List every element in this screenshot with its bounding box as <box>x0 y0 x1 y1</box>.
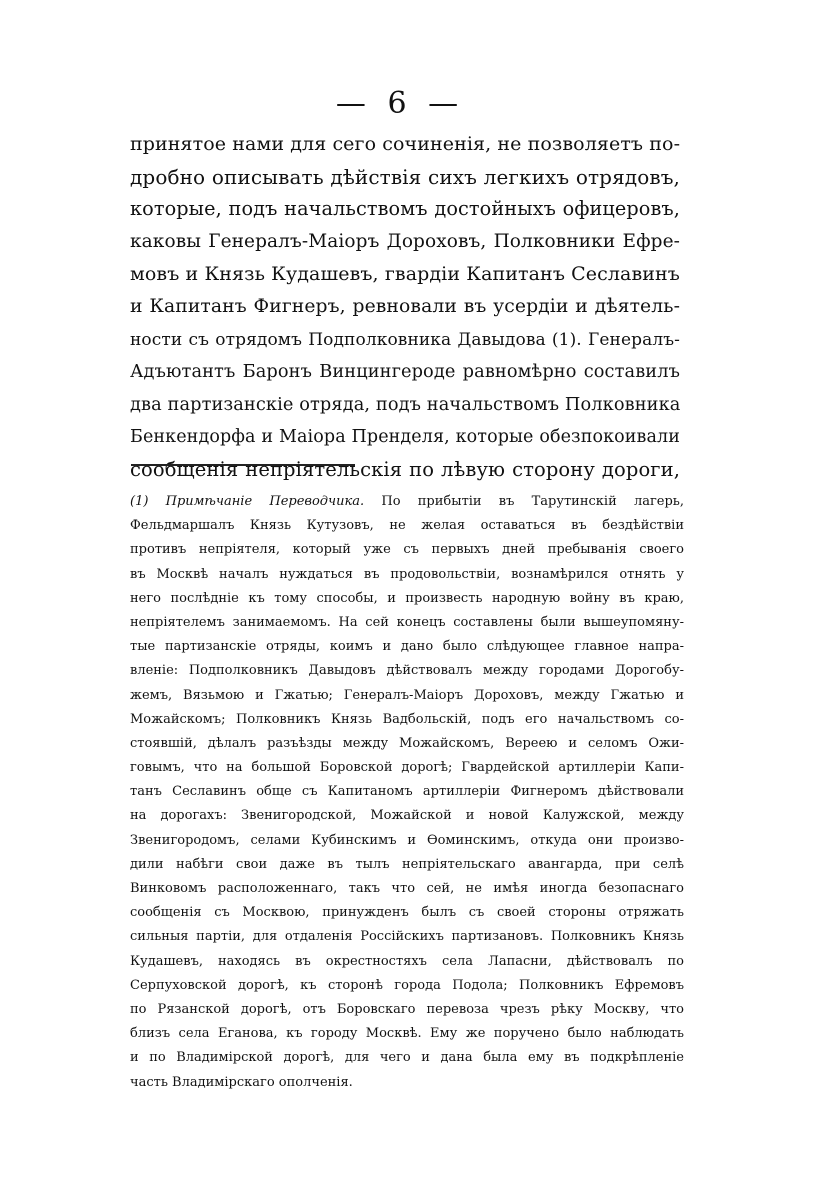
main-text-line: принятое нами для сего сочиненія, не позволяетъ по- <box>130 133 681 155</box>
footnote-line: танъ Сеславинъ обще съ Капитаномъ артиллеріи Фигнеромъ дѣйствовали <box>130 784 684 800</box>
main-text-line: мовъ и Князь Кудашевъ, гвардіи Капитанъ Сеславинъ <box>130 263 680 286</box>
footnote-line: Винковомъ расположеннаго, такъ что сей, не имѣя иногда безопаснаго <box>130 881 684 896</box>
footnote-first-line-text: По прибытіи въ Тарутинскій лагерь, <box>381 494 684 509</box>
footnote-line: тые партизанскіе отряды, коимъ и дано было слѣдующее главное напра- <box>130 639 684 655</box>
main-text-line: Бенкендорфа и Маіора Пренделя, которые обезпокоивали <box>130 427 680 448</box>
footnote-line: Серпуховской дорогѣ, къ сторонѣ города Подола; Полковникъ Ефремовъ <box>130 977 684 993</box>
footnote-line: Фельдмаршалъ Князь Кутузовъ, не желая оставаться въ бездѣйствіи <box>130 518 684 534</box>
footnote-line: Кудашевъ, находясь въ окрестностяхъ села Лапасни, дѣйствовалъ по <box>130 953 684 969</box>
footnote-line: жемъ, Вязьмою и Гжатью; Генералъ-Маіоръ Дороховъ, между Гжатью и <box>130 687 684 703</box>
footnote-line: на дорогахъ: Звенигородской, Можайской и новой Калужской, между <box>130 808 684 824</box>
footnote-line <box>130 490 684 514</box>
main-text-line: сообщенія непріятельскія по лѣвую сторону дороги, <box>130 457 680 481</box>
footnote-line: непріятелемъ занимаемомъ. На сей конецъ составлены были вышеупомяну- <box>130 614 684 630</box>
footnote-line: вленіе: Подполковникъ Давыдовъ дѣйствовалъ между городами Дорогобу- <box>130 663 684 679</box>
main-text-line: два партизанскіе отряда, подъ начальствомъ Полковника <box>130 394 681 415</box>
footnote-line: говымъ, что на большой Боровской дорогѣ; Гвардейской артиллеріи Капи- <box>130 760 684 776</box>
main-text-line: которые, подъ начальствомъ достойныхъ офицеровъ, <box>130 197 680 221</box>
footnote-line: въ Москвѣ началъ нуждаться въ продовольствіи, вознамѣрился отнять у <box>130 566 684 582</box>
footnote-label: (1) Примѣчаніе Переводчика. <box>130 494 365 509</box>
footnote-divider <box>131 464 355 466</box>
footnote-line: и по Владимірской дорогѣ, для чего и дана была ему въ подкрѣпленіе <box>130 1050 684 1066</box>
main-text-line: каковы Генералъ-Маіоръ Дороховъ, Полковники Ефре- <box>130 230 680 252</box>
main-text-line: Адъютантъ Баронъ Винцингероде равномѣрно составилъ <box>130 362 680 383</box>
main-text <box>130 128 680 487</box>
footnote-line: Звенигородомъ, селами Кубинскимъ и Ѳоминскимъ, откуда они произво- <box>130 832 684 848</box>
page-number: — 6 — <box>335 86 465 121</box>
footnote-line: сообщенія съ Москвою, принужденъ былъ съ своей стороны отряжать <box>130 905 684 921</box>
footnote-line: стоявшій, дѣлалъ разъѣзды между Можайскомъ, Вереею и селомъ Ожи- <box>130 735 684 751</box>
footnote-line: сильныя партіи, для отдаленія Россійскихъ партизановъ. Полковникъ Князь <box>130 929 684 945</box>
main-text-line: дробно описывать дѣйствія сихъ легкихъ отрядовъ, <box>130 164 680 189</box>
main-text-line: ности съ отрядомъ Подполковника Давыдова (1). Генералъ- <box>130 329 680 350</box>
footnote-line: дили набѣги свои даже въ тылъ непріятельскаго авангарда, при селѣ <box>130 856 684 872</box>
footnote-line: Можайскомъ; Полковникъ Князь Вадбольскій, подъ его начальствомъ со- <box>130 711 684 727</box>
footnote-line: противъ непріятеля, который уже съ первыхъ дней пребыванія своего <box>130 542 684 558</box>
footnote-line: часть Владимірскаго ополченія. <box>130 1074 353 1090</box>
footnote-line: него послѣдніе къ тому способы, и произвесть народную войну въ краю, <box>130 590 684 606</box>
footnote-line: близъ села Еганова, къ городу Москвѣ. Ему же поручено было наблюдать <box>130 1026 684 1042</box>
footnote-line: по Рязанской дорогѣ, отъ Боровскаго перевоза чрезъ рѣку Москву, что <box>130 1001 684 1017</box>
main-text-line: и Капитанъ Фигнеръ, ревновали въ усердіи и дѣятель- <box>130 295 680 317</box>
footnote <box>130 490 684 1095</box>
